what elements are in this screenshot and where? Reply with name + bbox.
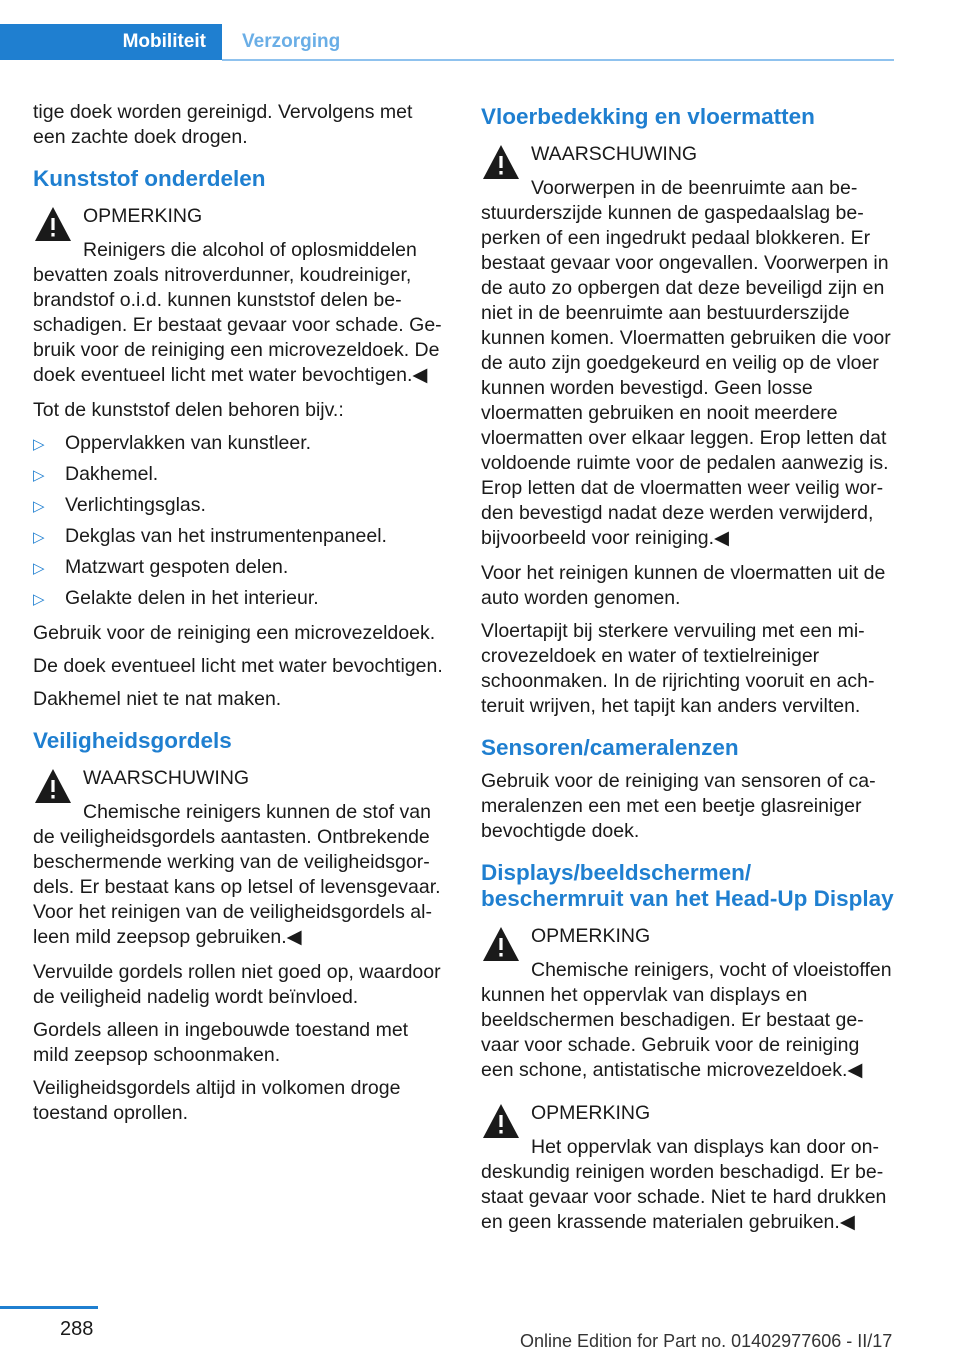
bullet-triangle-icon: ▷ [33, 436, 45, 453]
bullet-triangle-icon: ▷ [33, 529, 45, 546]
header-divider [222, 59, 894, 61]
notice-body: Het oppervlak van displays kan door ondeskundig reinigen worden beschadigd. Er bestaat gevaar voor schade. Niet te hard drukken en geen krassende materialen gebruiken.◀ [481, 1136, 887, 1233]
section-title-displays: Displays/beeldschermen/ beschermruit van het Head-Up Display [481, 860, 894, 911]
notice-veiligheidsgordels [33, 762, 449, 950]
notice-body: Chemische reinigers, vocht of vloeistoffen kunnen het oppervlak van displays en beeldschermen beschadigen. Er bestaat gevaar voor schade. Gebruik voor de reiniging een schone, antistatische microvezeldoek.◀ [481, 959, 892, 1081]
paragraph: Voor het reinigen kunnen de vloermatten uit de auto worden genomen. [481, 562, 886, 609]
bullet-triangle-icon: ▷ [33, 591, 45, 608]
bullet-triangle-icon: ▷ [33, 467, 45, 484]
paragraph: Gebruik voor de reiniging van sensoren of cameralenzen een met een beetje glasreiniger bevochtigde doek. [481, 770, 876, 842]
notice-title: WAARSCHUWING [531, 143, 698, 165]
tab-verzorging[interactable]: Verzorging [242, 31, 341, 52]
paragraph: De doek eventueel licht met water bevochtigen. [33, 655, 443, 677]
paragraph: Gordels alleen in ingebouwde toestand met mild zeepsop schoonmaken. [33, 1019, 409, 1066]
list-item-text: Dekglas van het instrumentenpaneel. [65, 525, 387, 547]
list-item [33, 493, 449, 524]
section-title-sensoren: Sensoren/cameralenzen [481, 735, 739, 760]
notice-title: WAARSCHUWING [83, 767, 250, 789]
tab-mobiliteit[interactable]: Mobiliteit [0, 24, 222, 60]
list-item [33, 555, 449, 586]
paragraph: Veiligheidsgordels altijd in volkomen droge toestand oprollen. [33, 1077, 401, 1124]
bullet-triangle-icon: ▷ [33, 560, 45, 577]
paragraph: Tot de kunststof delen behoren bijv.: [33, 399, 344, 421]
paragraph: Dakhemel niet te nat maken. [33, 688, 282, 710]
notice-title: OPMERKING [531, 1102, 651, 1124]
list-item [33, 431, 449, 462]
header-tabbar [0, 0, 960, 62]
paragraph: Vervuilde gordels rollen niet goed op, waardoor de veiligheid nadelig wordt beïnvloed. [33, 961, 441, 1008]
section-title-vloerbedekking: Vloerbedekking en vloermatten [481, 104, 815, 129]
section-title-kunststof: Kunststof onderdelen [33, 166, 266, 191]
page-number: 288 [60, 1318, 94, 1340]
list-item-text: Dakhemel. [65, 463, 159, 485]
left-column [33, 100, 449, 1134]
notice-body: Voorwerpen in de beenruimte aan bestuurderszijde kunnen de gaspedaalslag beperken of een ingedrukt pedaal blokkeren. Er bestaat gevaar voor ongevallen. Voorwerpen in de auto zo opbergen dat deze beveiligd zijn en niet in de beenruimte aan bestuurderszijde kunnen komen. Vloermatten gebruiken die voor de auto zijn goedgekeurd en veilig op de vloer kunnen worden bevestigd. Geen losse vloermatten gebruiken en nooit meerdere vloermatten over elkaar leggen. Erop letten dat voldoende ruimte voor de pedalen aanwezig is. Erop letten dat de vloermatten weer veilig worden bevestigd nadat deze werden verwijderd, bijvoorbeeld voor reiniging.◀ [481, 177, 891, 549]
section-title-veiligheidsgordels: Veiligheidsgordels [33, 728, 232, 753]
right-column [481, 100, 895, 1245]
intro-paragraph: tige doek worden gereinigd. Vervolgens met een zachte doek drogen. [33, 101, 413, 148]
edition-note: Online Edition for Part no. 01402977606 - II/17 [520, 1331, 893, 1351]
notice-displays-1 [481, 920, 895, 1083]
list-item-text: Matzwart gespoten delen. [65, 556, 289, 578]
list-item [33, 586, 449, 617]
list-item-text: Oppervlakken van kunstleer. [65, 432, 312, 454]
list-item-text: Gelakte delen in het interieur. [65, 587, 319, 609]
notice-body: Reinigers die alcohol of oplosmiddelen bevatten zoals nitroverdunner, koudreiniger, brandstof o.i.d. kunnen kunststof delen beschadigen. Er bestaat gevaar voor schade. Gebruik voor de reiniging een microvezeldoek. De doek eventueel licht met water bevochtigen.◀ [33, 239, 442, 386]
notice-displays-2 [481, 1097, 895, 1235]
notice-body: Chemische reinigers kunnen de stof van de veiligheidsgordels aantasten. Ontbrekende beschermende werking van de veiligheidsgordels. Er bestaat kans op letsel of levensgevaar. Voor het reinigen van de veiligheidsgordels alleen mild zeepsop gebruiken.◀ [33, 801, 441, 948]
list-item-text: Verlichtingsglas. [65, 494, 206, 516]
list-item [33, 524, 449, 555]
notice-kunststof [33, 200, 449, 388]
notice-vloerbedekking [481, 138, 895, 551]
paragraph: Vloertapijt bij sterkere vervuiling met een microvezeldoek en water of textielreiniger schoonmaken. In de rijrichting vooruit en achteruit wrijven, het tapijt kan anders vervilten. [481, 620, 875, 717]
paragraph: Gebruik voor de reiniging een microvezeldoek. [33, 622, 436, 644]
list-item [33, 462, 449, 493]
bullet-triangle-icon: ▷ [33, 498, 45, 515]
notice-title: OPMERKING [531, 925, 651, 947]
footer-accent-line [0, 1306, 98, 1309]
bullet-list-kunststof [33, 431, 449, 617]
notice-title: OPMERKING [83, 205, 203, 227]
